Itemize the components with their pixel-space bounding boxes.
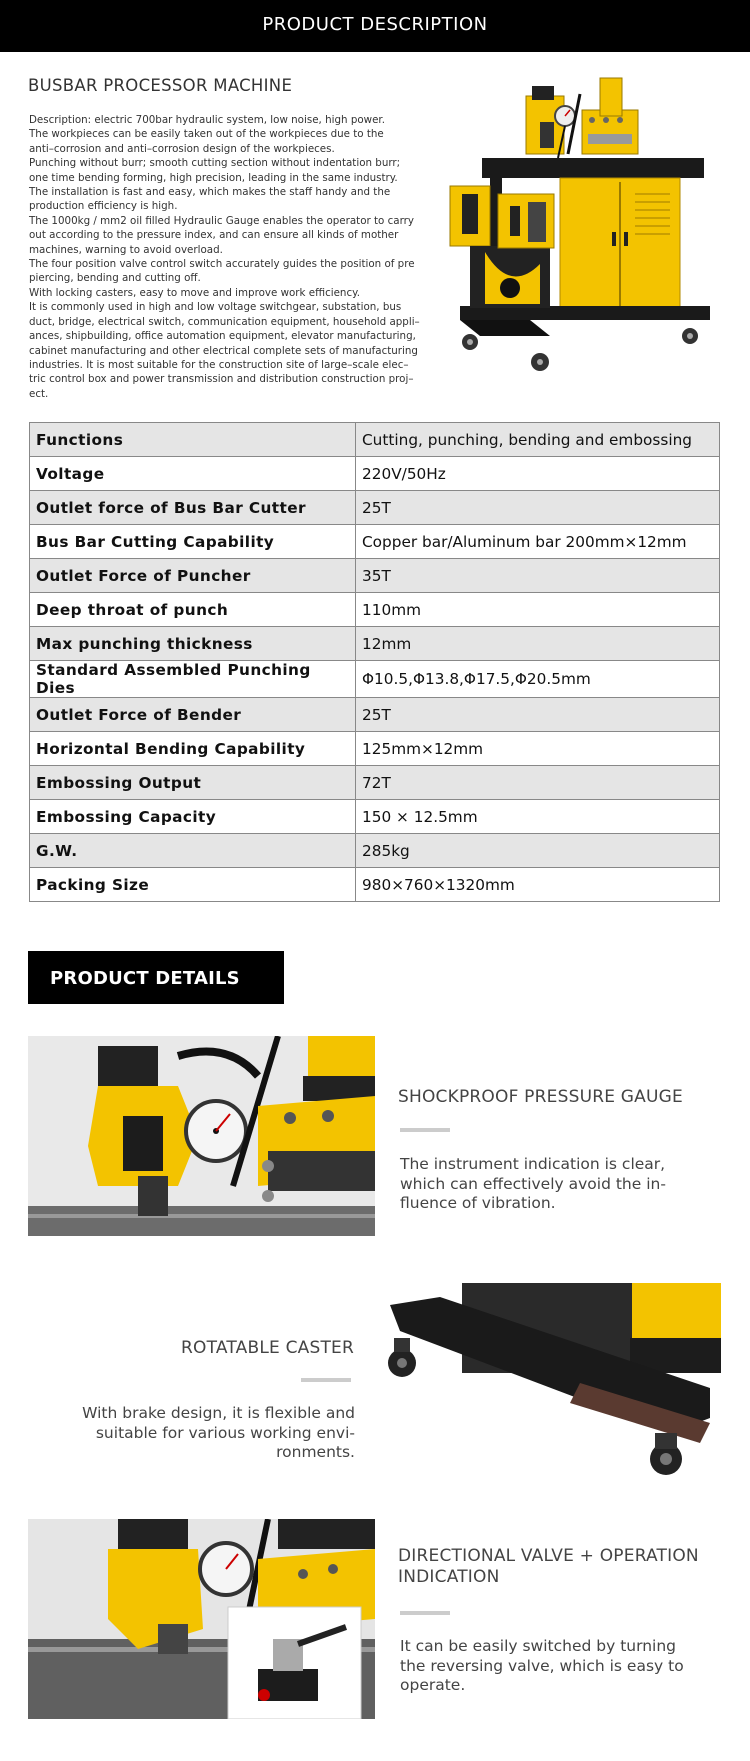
desc-line: The installation is fast and easy, which makes the staff handy and the	[29, 186, 391, 199]
feature-text-line: It can be easily switched by turning	[400, 1637, 676, 1655]
feature-title	[398, 1546, 699, 1588]
table-row	[30, 834, 720, 868]
table-row	[30, 525, 720, 559]
spec-value: 150 × 12.5mm	[356, 800, 720, 834]
desc-line: It is commonly used in high and low voltage switchgear, substation, bus	[29, 301, 402, 314]
spec-key: Standard Assembled Punching Dies	[30, 661, 356, 698]
table-row	[30, 661, 720, 698]
spec-key: Outlet Force of Puncher	[30, 559, 356, 593]
desc-line: With locking casters, easy to move and improve work efficiency.	[29, 286, 361, 299]
feature-text-line: suitable for various working envi-	[95, 1423, 355, 1442]
spec-key: Outlet force of Bus Bar Cutter	[30, 491, 356, 525]
desc-line: cabinet manufacturing and other electrical complete sets of manufacturing	[29, 344, 418, 357]
busbar-machine-image	[440, 74, 712, 384]
feature-title: SHOCKPROOF PRESSURE GAUGE	[398, 1087, 683, 1107]
desc-line: industries. It is most suitable for the construction site of large–scale elec–	[29, 358, 409, 371]
spec-value: 220V/50Hz	[356, 457, 720, 491]
desc-line: ances, shipbuilding, office automation equipment, elevator manufacturing,	[29, 330, 416, 343]
table-row	[30, 698, 720, 732]
desc-line: tric control box and power transmission and distribution construction proj–	[29, 373, 414, 386]
spec-key: Horizontal Bending Capability	[30, 732, 356, 766]
feature-description	[82, 1404, 355, 1463]
table-row	[30, 491, 720, 525]
spec-value: 72T	[356, 766, 720, 800]
spec-value: 12mm	[356, 627, 720, 661]
spec-value: 25T	[356, 491, 720, 525]
feature-text-line: the reversing valve, which is easy to	[400, 1656, 684, 1675]
table-row	[30, 457, 720, 491]
feature-text-line: With brake design, it is flexible and	[82, 1404, 355, 1422]
table-row	[30, 627, 720, 661]
header-banner	[0, 0, 750, 52]
desc-line: The 1000kg / mm2 oil filled Hydraulic Gauge enables the operator to carry	[29, 214, 414, 227]
spec-key: Outlet Force of Bender	[30, 698, 356, 732]
spec-key: Bus Bar Cutting Capability	[30, 525, 356, 559]
desc-line: out according to the pressure index, and can ensure all kinds of mother	[29, 229, 399, 242]
product-name: BUSBAR PROCESSOR MACHINE	[28, 76, 293, 95]
spec-value: 35T	[356, 559, 720, 593]
directional-valve-image	[28, 1519, 375, 1719]
table-row	[30, 868, 720, 902]
feature-text-line: operate.	[400, 1676, 466, 1694]
caster-image	[380, 1283, 721, 1490]
desc-line: duct, bridge, electrical switch, communication equipment, household appli–	[29, 315, 420, 328]
spec-value: Φ10.5,Φ13.8,Φ17.5,Φ20.5mm	[356, 661, 720, 698]
desc-line: machines, warning to avoid overload.	[29, 243, 223, 256]
spec-value: 25T	[356, 698, 720, 732]
table-row	[30, 559, 720, 593]
pressure-gauge-image	[28, 1036, 375, 1236]
desc-line: ect.	[29, 387, 49, 400]
section-title: PRODUCT DETAILS	[50, 968, 240, 989]
desc-line: production efficiency is high.	[29, 200, 178, 213]
spec-key: G.W.	[30, 834, 356, 868]
page-title: PRODUCT DESCRIPTION	[262, 14, 488, 35]
spec-table	[29, 422, 720, 902]
feature-description	[400, 1637, 684, 1696]
table-row	[30, 800, 720, 834]
table-row	[30, 423, 720, 457]
feature-text-line: The instrument indication is clear,	[400, 1155, 666, 1173]
feature-title-line: INDICATION	[398, 1567, 500, 1587]
table-row	[30, 732, 720, 766]
spec-value: 110mm	[356, 593, 720, 627]
product-description	[29, 113, 447, 401]
spec-key: Embossing Capacity	[30, 800, 356, 834]
spec-value: 980×760×1320mm	[356, 868, 720, 902]
spec-key: Functions	[30, 423, 356, 457]
table-row	[30, 766, 720, 800]
spec-key: Deep throat of punch	[30, 593, 356, 627]
feature-text-line: ronments.	[276, 1443, 355, 1461]
desc-line: anti–corrosion and anti–corrosion design of the workpieces.	[29, 142, 335, 155]
desc-line: The workpieces can be easily taken out of the workpieces due to the	[29, 128, 384, 141]
spec-value: 125mm×12mm	[356, 732, 720, 766]
feature-title: ROTATABLE CASTER	[181, 1338, 354, 1358]
desc-line: piercing, bending and cutting off.	[29, 272, 201, 285]
feature-divider	[301, 1378, 351, 1382]
spec-key: Embossing Output	[30, 766, 356, 800]
spec-key: Packing Size	[30, 868, 356, 902]
desc-line: The four position valve control switch accurately guides the position of pre	[29, 258, 415, 271]
spec-value: Cutting, punching, bending and embossing	[356, 423, 720, 457]
feature-description	[400, 1155, 666, 1214]
feature-divider	[400, 1128, 450, 1132]
spec-value: Copper bar/Aluminum bar 200mm×12mm	[356, 525, 720, 559]
feature-divider	[400, 1611, 450, 1615]
feature-text-line: which can effectively avoid the in-	[400, 1174, 666, 1193]
feature-title-line: DIRECTIONAL VALVE + OPERATION	[398, 1546, 699, 1566]
spec-key: Max punching thickness	[30, 627, 356, 661]
feature-text-line: fluence of vibration.	[400, 1194, 556, 1212]
desc-line: Punching without burr; smooth cutting section without indentation burr;	[29, 157, 401, 170]
spec-key: Voltage	[30, 457, 356, 491]
desc-line: one time bending forming, high precision, leading in the same industry.	[29, 171, 398, 184]
table-row	[30, 593, 720, 627]
product-details-heading	[28, 951, 284, 1004]
spec-value: 285kg	[356, 834, 720, 868]
desc-line: Description: electric 700bar hydraulic system, low noise, high power.	[29, 114, 385, 126]
